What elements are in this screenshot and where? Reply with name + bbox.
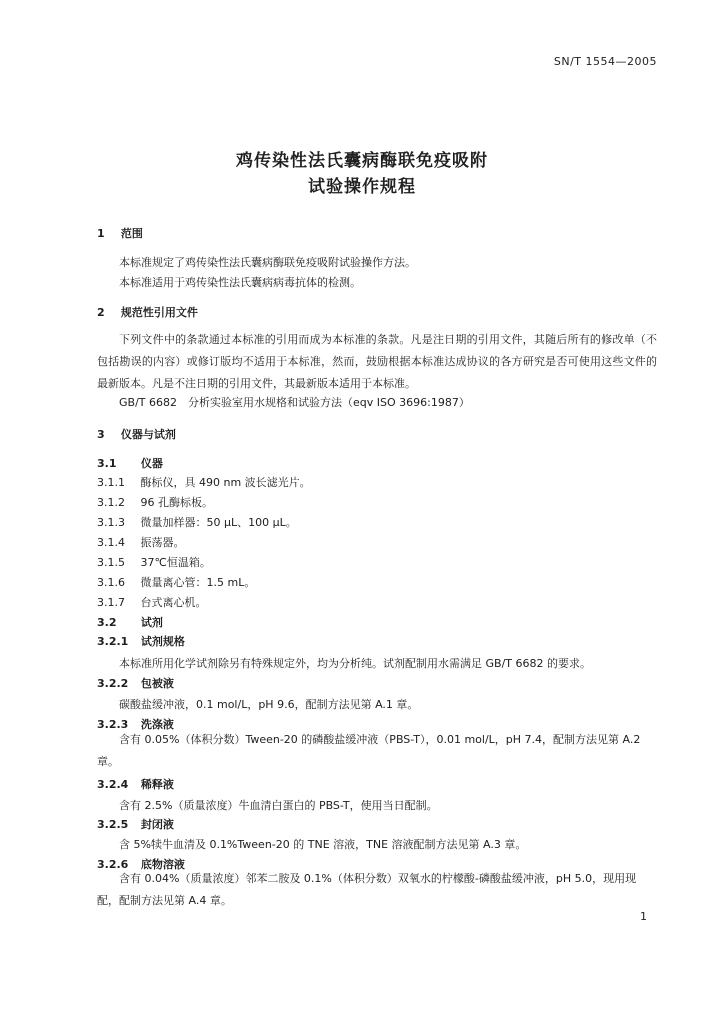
section-number: 3: [97, 428, 105, 441]
section-title: 规范性引用文件: [120, 306, 198, 319]
list-item: [97, 494, 213, 510]
clause-3-2-1-heading: [97, 633, 185, 649]
clause-3-2-2-heading: [97, 675, 174, 691]
clause-title: 试剂规格: [140, 635, 185, 648]
list-item: [97, 554, 211, 570]
document-title-line-2: 试验操作规程: [308, 177, 416, 197]
clause-number: 3.2.6: [97, 858, 129, 871]
list-item: [97, 514, 297, 530]
subsection-title: 试剂: [140, 616, 163, 629]
item-number: 3.1.4: [97, 536, 125, 549]
subsection-number: 3.2: [97, 616, 117, 629]
section-2-heading: [97, 304, 198, 320]
standard-number: SN/T 1554—2005: [553, 55, 657, 68]
clause-title: 洗涤液: [140, 718, 174, 731]
clause-title: 包被液: [140, 677, 174, 690]
section-title: 仪器与试剂: [120, 428, 176, 441]
subsection-title: 仪器: [140, 457, 163, 470]
paragraph: 本标准适用于鸡传染性法氏囊病病毒抗体的检测。: [119, 276, 361, 289]
item-text: 96 孔酶标板。: [140, 496, 213, 509]
paragraph: 本标准规定了鸡传染性法氏囊病酶联免疫吸附试验操作方法。: [119, 256, 416, 269]
document-title-line-1: 鸡传染性法氏囊病酶联免疫吸附: [236, 151, 488, 171]
paragraph: 含有 0.04%（质量浓度）邻苯二胺及 0.1%（体积分数）双氧水的柠檬酸-磷酸盐缓冲液，pH 5.0，现用现配，配制方法见第 A.4 章。: [97, 872, 637, 907]
list-item: [97, 474, 311, 490]
list-item: [97, 594, 207, 610]
item-number: 3.1.2: [97, 496, 125, 509]
clause-3-2-4-heading: [97, 776, 174, 792]
item-number: 3.1.7: [97, 596, 125, 609]
clause-number: 3.2.3: [97, 718, 129, 731]
list-item: [97, 534, 185, 550]
normative-reference: GB/T 6682 分析实验室用水规格和试验方法（eqv ISO 3696:1987）: [119, 396, 470, 409]
item-text: 酶标仪，具 490 nm 波长滤光片。: [140, 476, 311, 489]
paragraph: 下列文件中的条款通过本标准的引用而成为本标准的条款。凡是注日期的引用文件，其随后所有的修改单（不包括勘误的内容）或修订版均不适用于本标准，然而，鼓励根据本标准达成协议的各方研究是否可使用这些文件的最新版本。凡是不注日期的引用文件，其最新版本适用于本标准。: [97, 333, 657, 390]
item-text: 振荡器。: [140, 536, 185, 549]
subsection-3-1-heading: [97, 455, 163, 471]
clause-number: 3.2.1: [97, 635, 129, 648]
section-number: 2: [97, 306, 105, 319]
paragraph: 本标准所用化学试剂除另有特殊规定外，均为分析纯。试剂配制用水需满足 GB/T 6682 的要求。: [119, 657, 591, 670]
list-item: [97, 574, 255, 590]
section-1-heading: [97, 225, 143, 241]
clause-3-2-5-heading: [97, 816, 174, 832]
section-title: 范围: [120, 227, 143, 240]
subsection-3-2-heading: [97, 614, 163, 630]
paragraph: 含 5%犊牛血清及 0.1%Tween-20 的 TNE 溶液，TNE 溶液配制方法见第 A.3 章。: [119, 838, 527, 851]
item-number: 3.1.3: [97, 516, 125, 529]
clause-number: 3.2.5: [97, 818, 129, 831]
clause-number: 3.2.2: [97, 677, 129, 690]
page-number: 1: [640, 910, 647, 923]
clause-title: 封闭液: [140, 818, 174, 831]
item-number: 3.1.1: [97, 476, 125, 489]
section-number: 1: [97, 227, 105, 240]
item-number: 3.1.6: [97, 576, 125, 589]
clause-title: 稀释液: [140, 778, 174, 791]
item-text: 台式离心机。: [140, 596, 207, 609]
paragraph: 含有 0.05%（体积分数）Tween-20 的磷酸盐缓冲液（PBS-T），0.01 mol/L，pH 7.4，配制方法见第 A.2 章。: [97, 733, 641, 768]
item-text: 微量加样器：50 μL、100 μL。: [140, 516, 297, 529]
paragraph: 碳酸盐缓冲液，0.1 mol/L，pH 9.6，配制方法见第 A.1 章。: [119, 698, 419, 711]
item-text: 微量离心管：1.5 mL。: [140, 576, 256, 589]
clause-number: 3.2.4: [97, 778, 129, 791]
item-number: 3.1.5: [97, 556, 125, 569]
section-3-heading: [97, 426, 176, 442]
item-text: 37℃恒温箱。: [140, 556, 211, 569]
paragraph: 含有 2.5%（质量浓度）牛血清白蛋白的 PBS-T，使用当日配制。: [119, 799, 438, 812]
subsection-number: 3.1: [97, 457, 117, 470]
clause-title: 底物溶液: [140, 858, 185, 871]
